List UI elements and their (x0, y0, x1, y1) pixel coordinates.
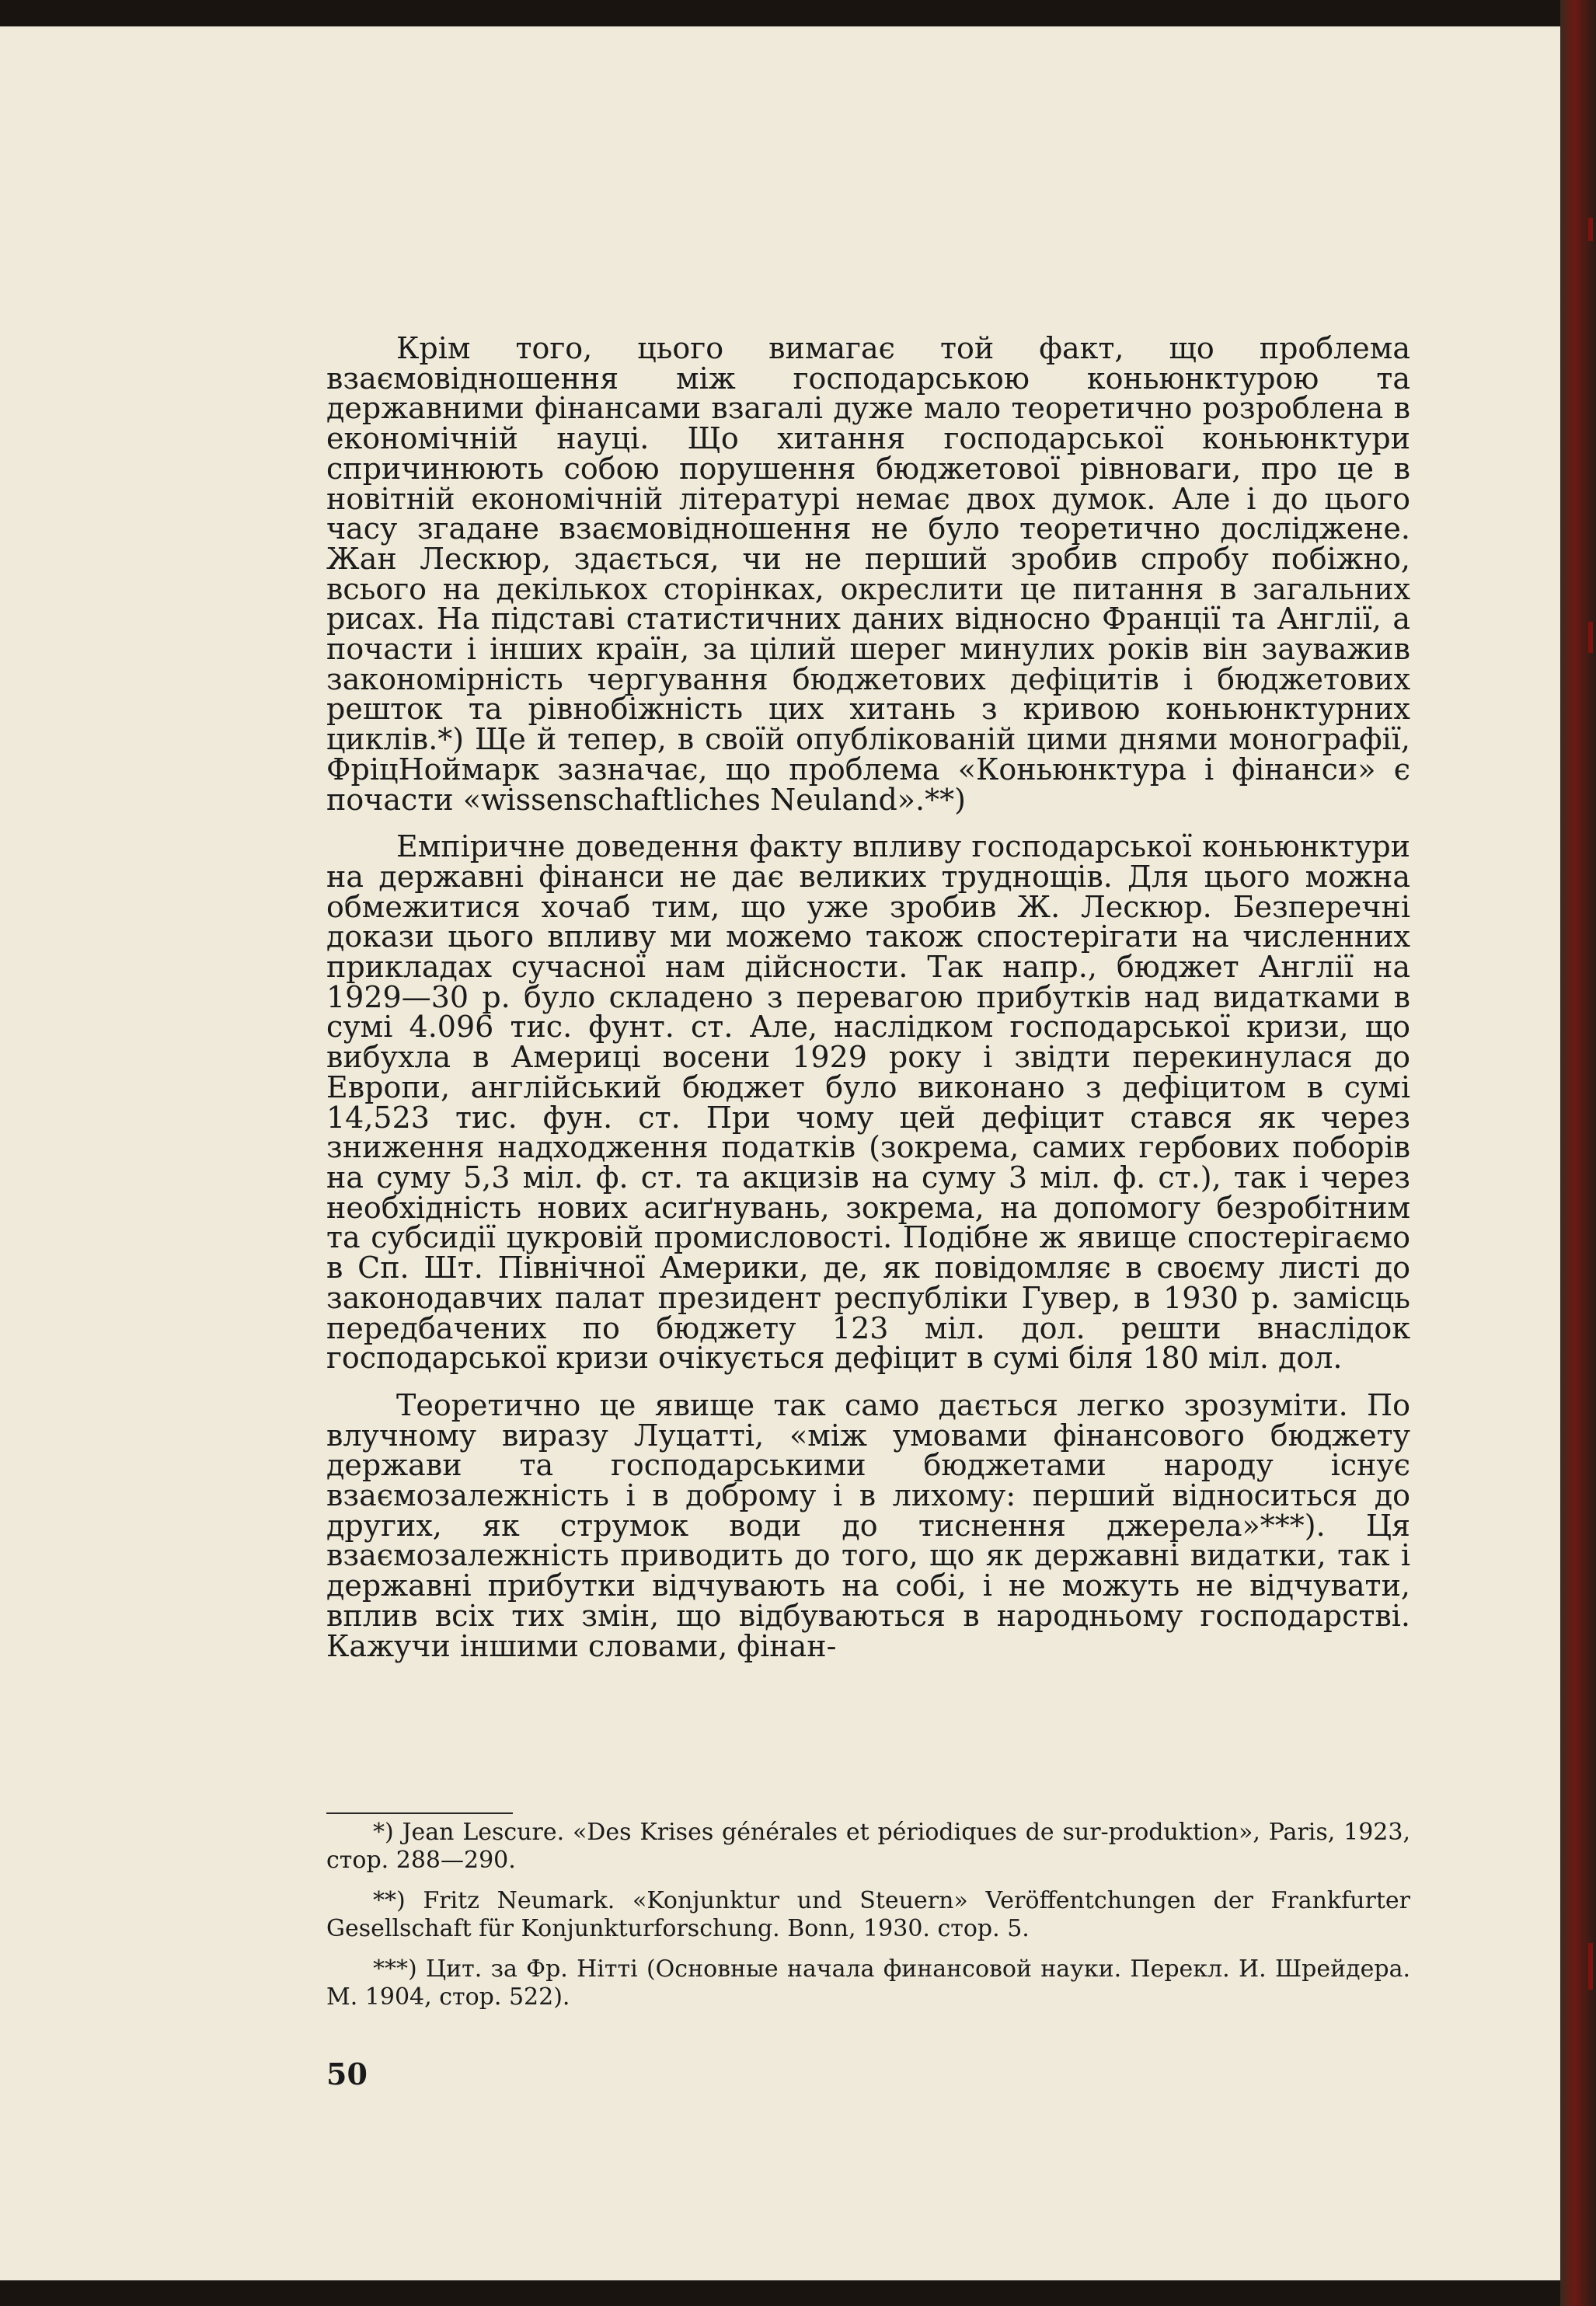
footnotes (326, 1819, 1410, 2011)
footnote-3: ***) Цит. за Фр. Нітті (Основные начала финансовой науки. Перекл. И. Шрейдера. М. 1904, стор. 522). (326, 1955, 1410, 2011)
spine-mark (1588, 1943, 1593, 1990)
book-spine (1560, 0, 1596, 2306)
main-text (326, 333, 1410, 1661)
footnote-2: **) Fritz Neumark. «Konjunktur und Steuern» Veröffentchungen der Frankfurter Gesellschaft für Konjunkturforschung. Bonn, 1930. стор. 5. (326, 1887, 1410, 1942)
spine-mark (1588, 218, 1593, 241)
footnote-divider (326, 1812, 513, 1814)
paragraph-2: Емпіричне доведення факту впливу господарської коньюнктури на державні фінанси не дає великих труднощів. Для цього можна обмежитися хочаб тим, що уже зробив Ж. Лескюр. Безперечні докази цього впливу ми можемо також спостерігати на численних прикладах сучасної нам дійсности. Так напр., бюджет Англії на 1929—30 р. було складено з перевагою прибутків над видатками в сумі 4.096 тис. фунт. ст. Але, наслідком господарської кризи, що вибухла в Америці восени 1929 року і звідти перекинулася до Европи, англійський бюджет було виконано з дефіцитом в сумі 14,523 тис. фун. ст. При чому цей дефіцит стався як через зниження надходження податків (зокрема, самих гербових поборів на суму 5,3 міл. ф. ст. та акцизів на суму 3 міл. ф. ст.), так і через необхідність нових асиґнувань, зокрема, на допомогу безробітним та субсидії цукровій промисловості. Подібне ж явище спостерігаємо в Сп. Шт. Північної Америки, де, як повідомляє в своєму листі до законодавчих палат президент республіки Гувер, в 1930 р. замісць передбачених по бюджету 123 міл. дол. решти внаслідок господарської кризи очікується дефіцит в сумі біля 180 міл. дол. (326, 829, 1410, 1376)
book-page (0, 26, 1570, 2280)
paragraph-3: Теоретично це явище так само дається легко зрозуміти. По влучному виразу Луцатті, «між умовами фінансового бюджету держави та господарськими бюджетами народу існує взаємозалежність і в доброму і в лихому: перший відноситься до других, як струмок води до тиснення джерела»***). Ця взаємозалежність приводить до того, що як державні видатки, так і державні прибутки відчувають на собі, і не можуть не відчувати, вплив всіх тих змін, що відбуваються в народньому господарстві. Кажучи іншими словами, фінан- (326, 1387, 1410, 1663)
footnote-1: *) Jean Lescure. «Des Krises générales et périodiques de sur-produktion», Paris, 1923, стор. 288—290. (326, 1819, 1410, 1874)
paragraph-1: Крім того, цього вимагає той факт, що проблема взаємовідношення між господарською коньюнктурою та державними фінансами взагалі дуже мало теоретично розроблена в економічній науці. Що хитання господарської коньюнктури спричинюють собою порушення бюджетової рівноваги, про це в новітній економічній літературі немає двох думок. Але і до цього часу згадане взаємовідношення не було теоретично досліджене. Жан Лескюр, здається, чи не перший зробив спробу побіжно, всього на декількох сторінках, окреслити це питання в загальних рисах. На підставі статистичних даних відносно Франції та Англії, а почасти і інших країн, за цілий шерег минулих років він зауважив закономірність чергування бюджетових дефіцитів і бюджетових решток та рівнобіжність цих хитань з кривою коньюнктурних циклів.*) Ще й тепер, в своїй опублікованій цими днями монографії, ФріцНоймарк зазначає, що проблема «Коньюнктура і фінанси» є почасти «wissenschaftliches Neuland».**) (326, 331, 1410, 817)
spine-mark (1588, 622, 1593, 653)
page-number: 50 (326, 2057, 368, 2091)
